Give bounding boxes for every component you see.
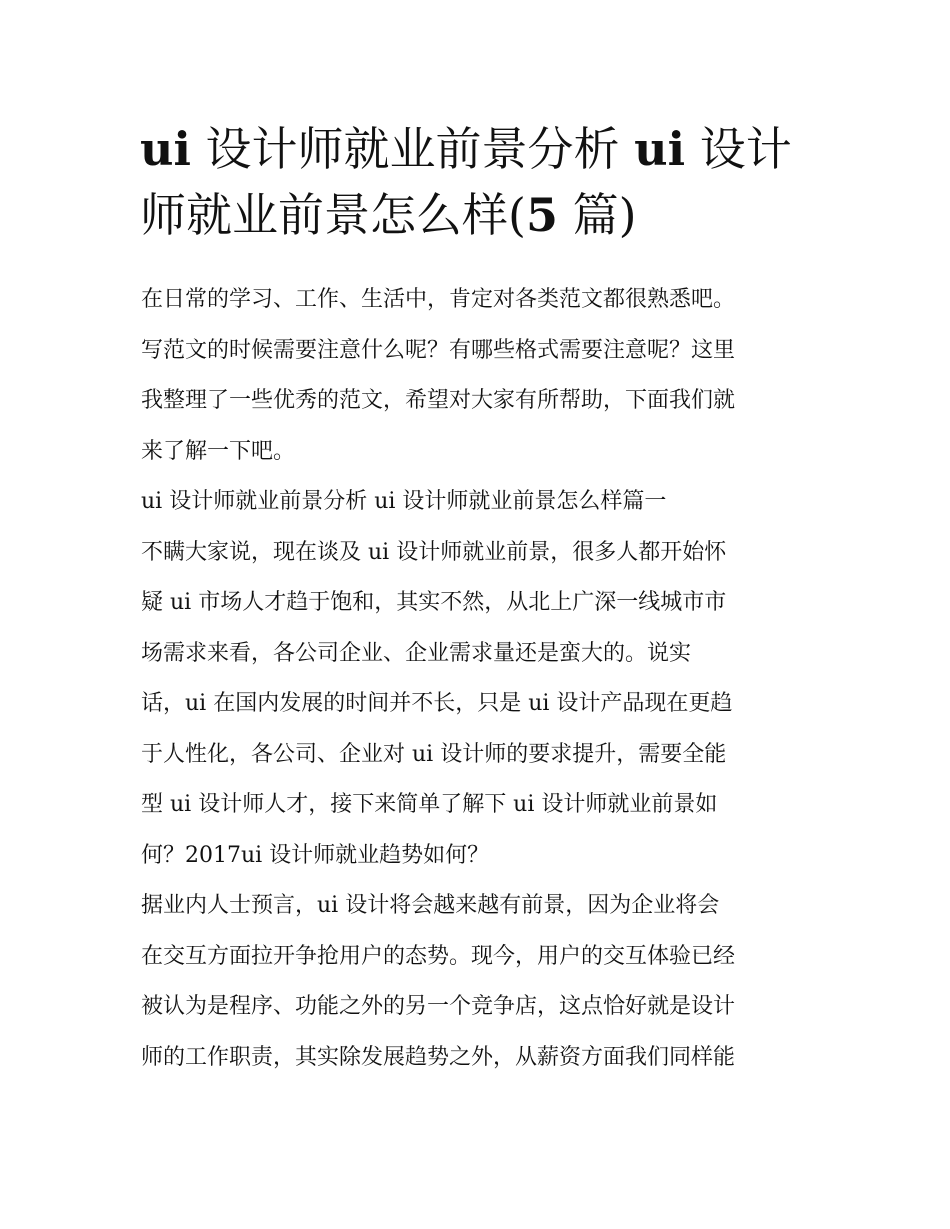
body-line: 在交互方面拉开争抢用户的态势。现今，用户的交互体验已经 bbox=[141, 943, 736, 969]
body-line: 场需求来看，各公司企业、企业需求量还是蛮大的。说实 bbox=[141, 640, 692, 666]
title-line: ui 设计师就业前景分析 ui 设计 bbox=[140, 122, 792, 176]
body-line: 据业内人士预言，ui 设计将会越来越有前景，因为企业将会 bbox=[141, 893, 720, 918]
title-line: 师就业前景怎么样(5 篇) bbox=[140, 188, 637, 242]
document-title bbox=[140, 116, 820, 248]
body-line: 型 ui 设计师人才，接下来简单了解下 ui 设计师就业前景如 bbox=[141, 792, 718, 817]
section-heading: ui 设计师就业前景分析 ui 设计师就业前景怎么样篇一 bbox=[141, 489, 667, 514]
body-line: 我整理了一些优秀的范文，希望对大家有所帮助，下面我们就 bbox=[141, 388, 736, 413]
body-line: 于人性化，各公司、企业对 ui 设计师的要求提升，需要全能 bbox=[141, 741, 727, 767]
document-body bbox=[141, 275, 821, 1083]
body-line: 被认为是程序、功能之外的另一个竞争店，这点恰好就是设计 bbox=[141, 994, 736, 1019]
body-line: 来了解一下吧。 bbox=[141, 438, 296, 464]
body-line: 写范文的时候需要注意什么呢？有哪些格式需要注意呢？这里 bbox=[141, 337, 736, 363]
body-line: 师的工作职责，其实除发展趋势之外，从薪资方面我们同样能 bbox=[141, 1044, 736, 1070]
body-line: 不瞒大家说，现在谈及 ui 设计师就业前景，很多人都开始怀 bbox=[141, 539, 727, 565]
body-line: 何？2017ui 设计师就业趋势如何？ bbox=[141, 842, 490, 868]
body-line: 疑 ui 市场人才趋于饱和，其实不然，从北上广深一线城市市 bbox=[141, 590, 727, 615]
body-line: 在日常的学习、工作、生活中，肯定对各类范文都很熟悉吧。 bbox=[141, 287, 736, 312]
body-line: 话，ui 在国内发展的时间并不长，只是 ui 设计产品现在更趋 bbox=[141, 691, 733, 716]
